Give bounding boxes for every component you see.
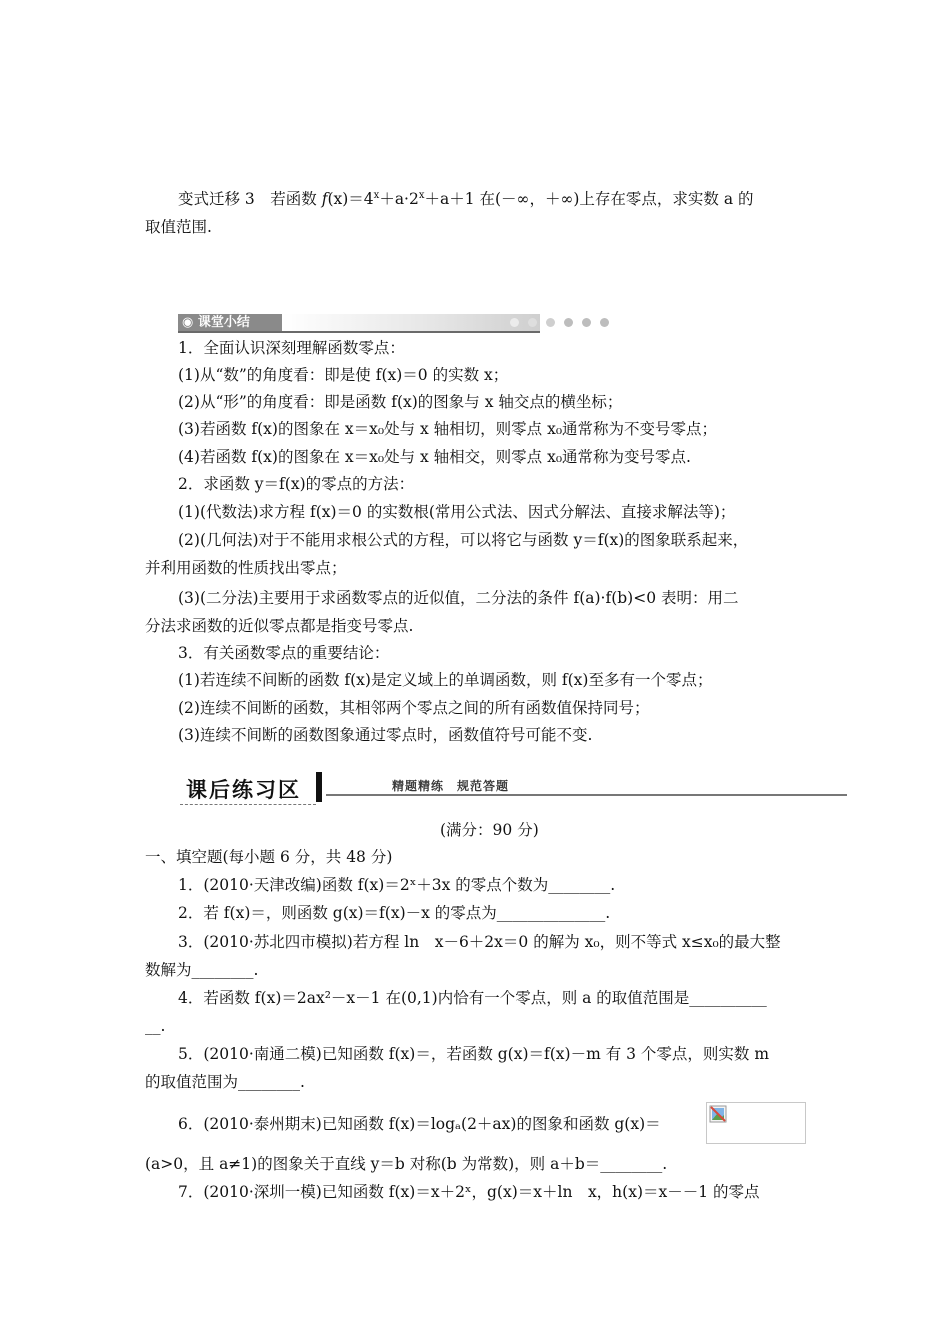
question-4-line1: 4．若函数 f(x)＝2ax²－x－1 在(0,1)内恰有一个零点，则 a 的取值范围是__________ <box>178 989 767 1007</box>
variant-exercise-line1: 变式迁移 3 若函数 $f(x)=4^x+a\cdot 2^x+a+1$ 在(－∞，＋∞)上存在零点，求实数 a 的 <box>178 189 754 208</box>
practice-section-banner <box>180 770 847 806</box>
score-note: (满分：90 分) <box>440 821 539 839</box>
banner-rule <box>326 794 847 796</box>
question-3-line2: 数解为________. <box>145 961 259 979</box>
decor-dot <box>600 318 609 327</box>
variant-exercise-line2: 取值范围. <box>145 218 212 236</box>
summary-header-label: ◉ 课堂小结 <box>178 314 282 331</box>
question-6-line2: (a>0，且 a≠1)的图象关于直线 y＝b 对称(b 为常数)，则 a＋b＝________. <box>145 1155 668 1173</box>
practice-section-title: 课后练习区 <box>186 778 301 802</box>
question-3-line1: 3．(2010·苏北四市模拟)若方程 ln x－6＋2x＝0 的解为 x₀，则不等式 x≤x₀的最大整 <box>178 933 781 951</box>
summary-item: 2．求函数 y＝f(x)的零点的方法： <box>178 475 415 493</box>
question-5-line2: 的取值范围为________. <box>145 1073 305 1091</box>
question-5-line1: 5．(2010·南通二模)已知函数 f(x)＝，若函数 g(x)＝f(x)－m 有 3 个零点，则实数 m <box>178 1045 770 1063</box>
summary-item: (3)(二分法)主要用于求函数零点的近似值，二分法的条件 f(a)·f(b)<0 表明：用二 <box>178 589 739 607</box>
question-7-line1: 7．(2010·深圳一模)已知函数 f(x)＝x＋2ˣ，g(x)＝x＋ln x，h(x)＝x－－1 的零点 <box>178 1183 760 1201</box>
decor-dot <box>510 318 519 327</box>
summary-item: 分法求函数的近似零点都是指变号零点. <box>145 617 414 635</box>
broken-image-placeholder <box>706 1102 806 1144</box>
summary-item: (3)若函数 f(x)的图象在 x＝x₀处与 x 轴相切，则零点 x₀通常称为不变号零点； <box>178 420 718 438</box>
question-4-line2: __. <box>145 1017 166 1035</box>
summary-item: (1)从“数”的角度看：即是使 f(x)＝0 的实数 x； <box>178 366 509 384</box>
decor-dot <box>564 318 573 327</box>
summary-header <box>178 314 540 332</box>
summary-item: 3．有关函数零点的重要结论： <box>178 644 390 662</box>
section-heading: 一、填空题(每小题 6 分，共 48 分) <box>145 848 393 866</box>
banner-dashed-rule <box>180 804 316 805</box>
banner-divider <box>316 772 322 802</box>
decor-dot <box>528 318 537 327</box>
broken-image-icon <box>709 1105 727 1123</box>
decor-dot <box>546 318 555 327</box>
question-2: 2．若 f(x)＝，则函数 g(x)＝f(x)－x 的零点为______________. <box>178 904 611 922</box>
decor-dot <box>582 318 591 327</box>
summary-item: (1)(代数法)求方程 f(x)＝0 的实数根(常用公式法、因式分解法、直接求解法等)； <box>178 503 736 521</box>
summary-item: (4)若函数 f(x)的图象在 x＝x₀处与 x 轴相交，则零点 x₀通常称为变号零点. <box>178 448 691 466</box>
summary-header-rule <box>178 331 540 333</box>
summary-item: (1)若连续不间断的函数 f(x)是定义域上的单调函数，则 f(x)至多有一个零点； <box>178 671 713 689</box>
summary-header-decoration <box>282 314 540 331</box>
question-6-line1: 6．(2010·泰州期末)已知函数 f(x)＝logₐ(2＋ax)的图象和函数 g(x)＝ <box>178 1115 661 1133</box>
question-1: 1．(2010·天津改编)函数 f(x)＝2ˣ＋3x 的零点个数为________. <box>178 876 616 894</box>
summary-item: (2)(几何法)对于不能用求根公式的方程，可以将它与函数 y＝f(x)的图象联系起来， <box>178 531 749 549</box>
summary-item: (2)从“形”的角度看：即是函数 f(x)的图象与 x 轴交点的横坐标； <box>178 393 623 411</box>
practice-section-subtitle: 精题精练 规范答题 <box>392 779 510 793</box>
summary-item: 1．全面认识深刻理解函数零点： <box>178 339 405 357</box>
summary-item: (2)连续不间断的函数，其相邻两个零点之间的所有函数值保持同号； <box>178 699 650 717</box>
summary-item: 并利用函数的性质找出零点； <box>145 559 347 577</box>
summary-item: (3)连续不间断的函数图象通过零点时，函数值符号可能不变. <box>178 726 593 744</box>
